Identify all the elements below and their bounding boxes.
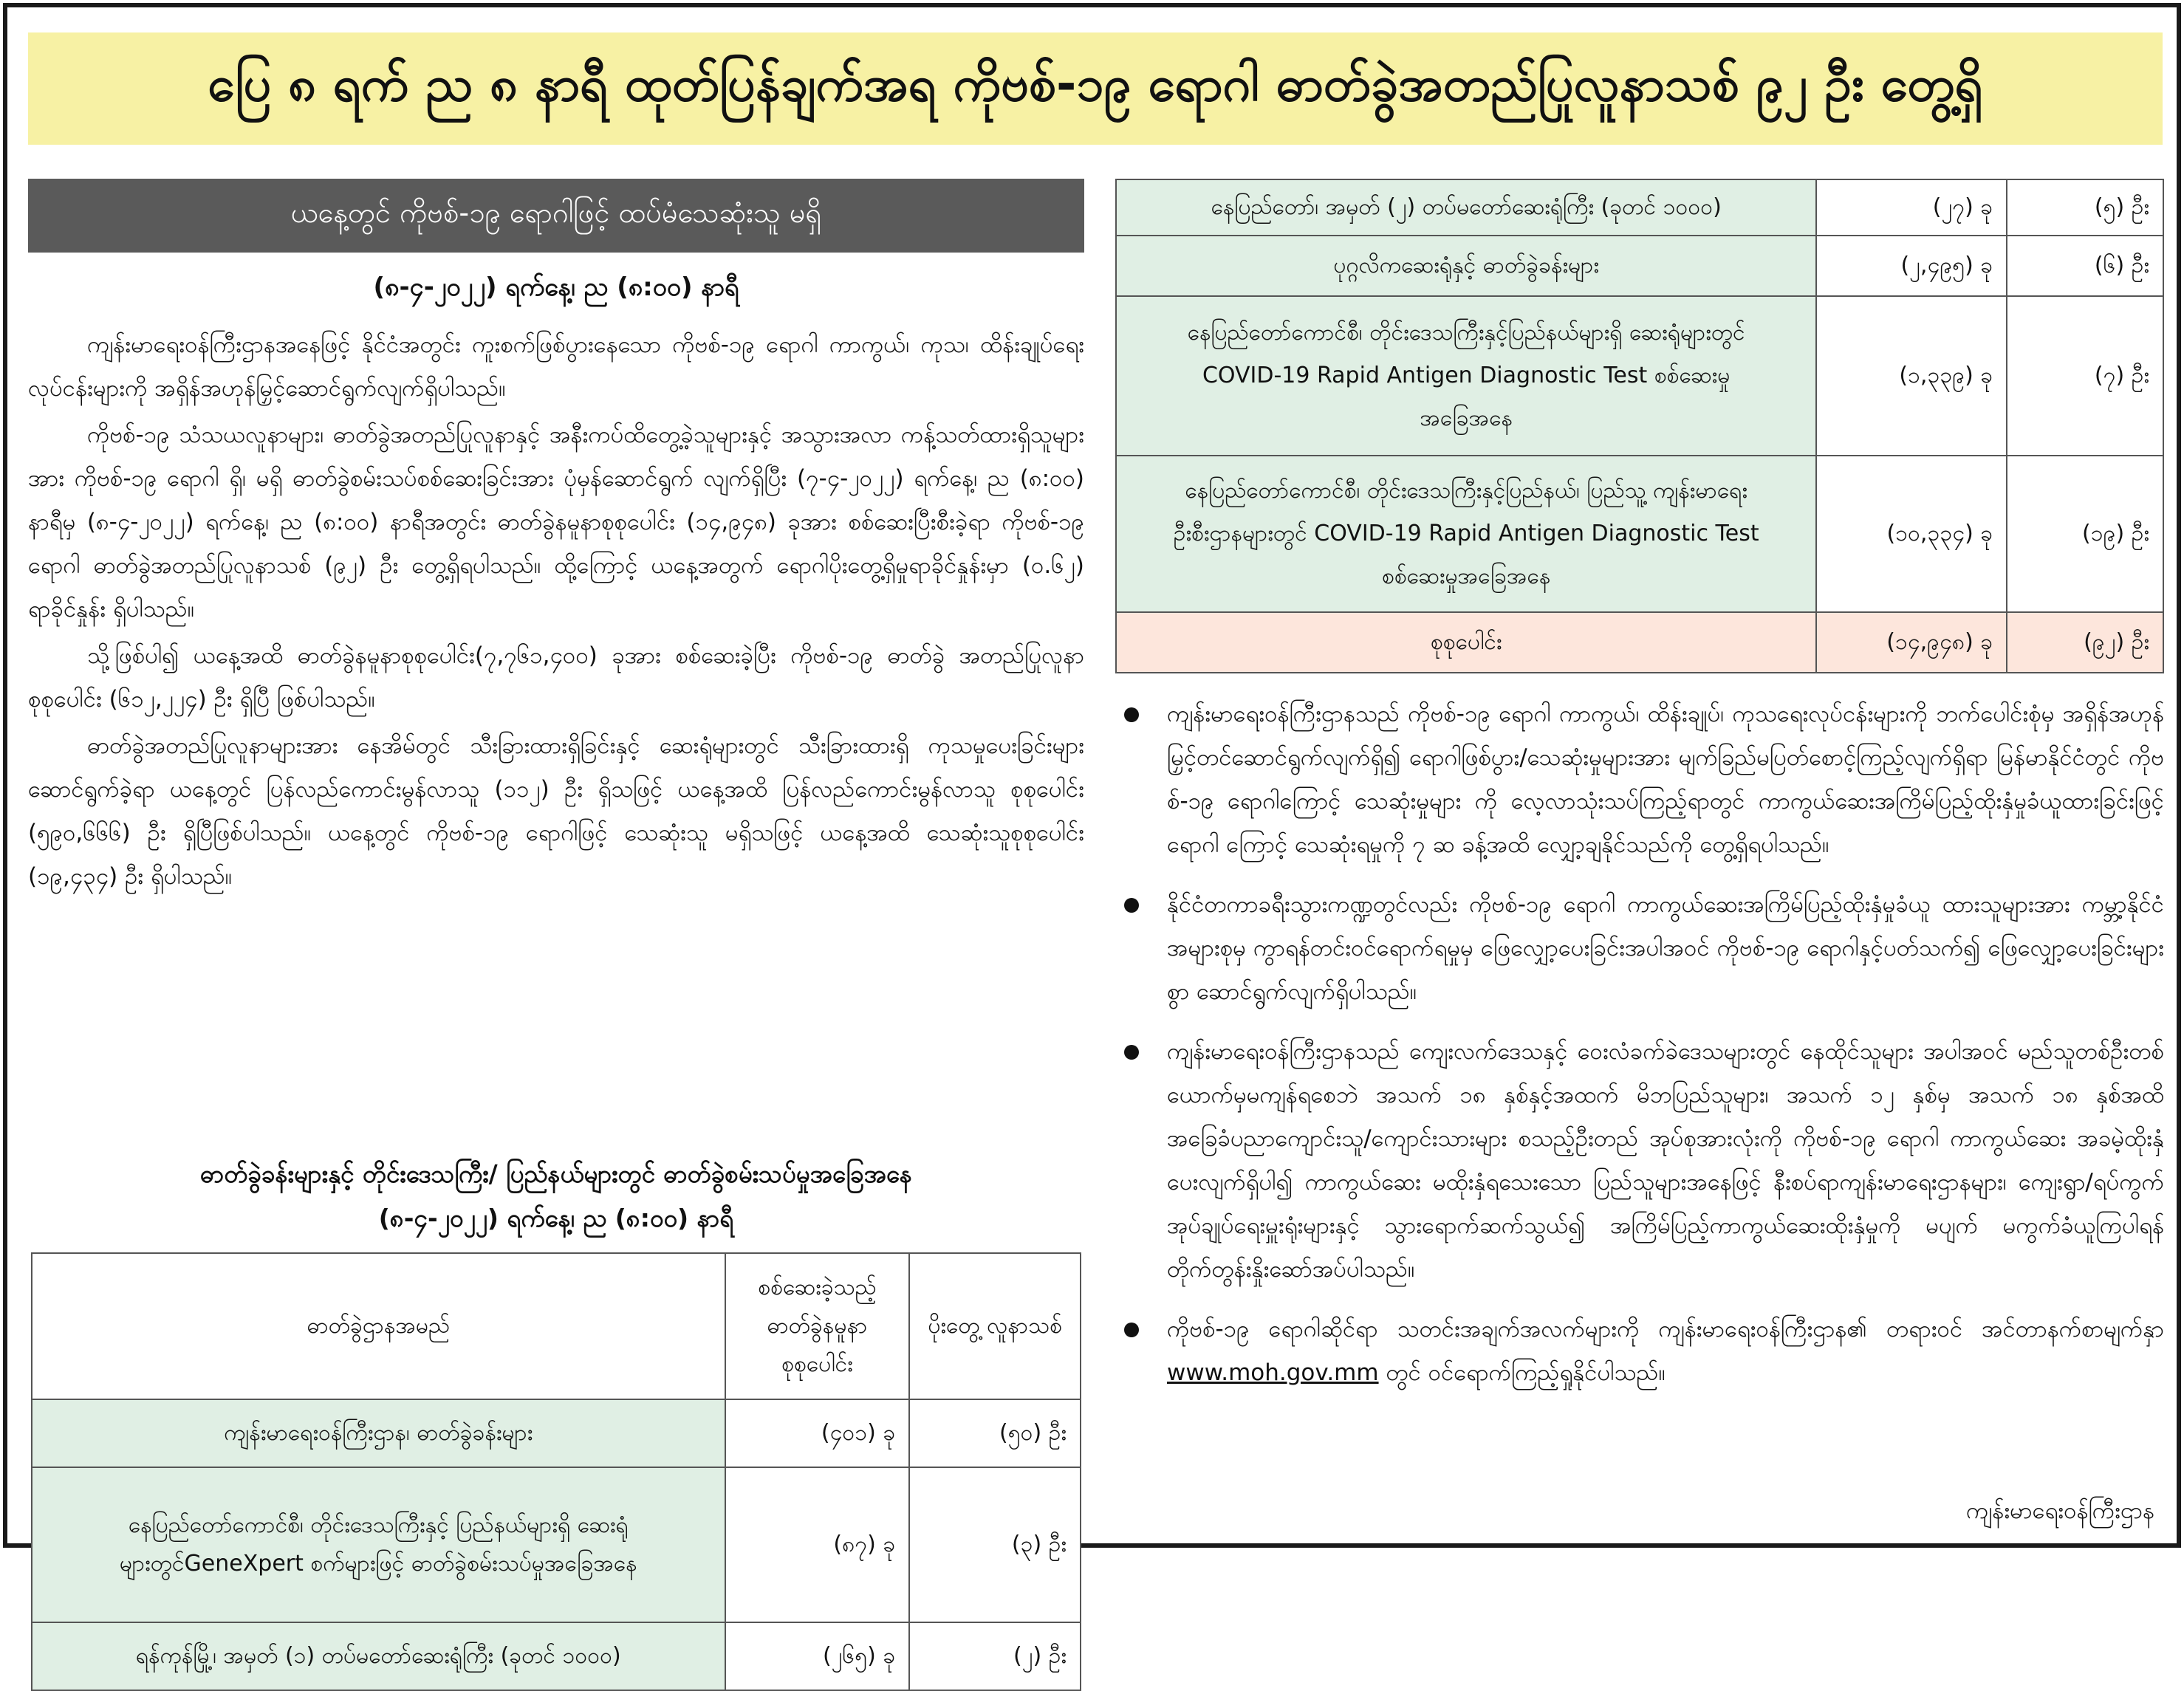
column-header: ပိုးတွေ့ လူနာသစ် — [909, 1253, 1081, 1399]
lab-name: နေပြည်တော်ကောင်စီ၊ တိုင်းဒေသကြီးနှင့်ပြည်နယ်၊ ပြည်သူ့ ကျန်းမာရေးဦးစီးဌာနများတွင် COVID-19 Rapid Antigen Diagnostic Test စစ်ဆေးမှုအခြေအနေ — [1116, 456, 1816, 612]
total-samples: (၁၄,၉၄၈) ခု — [1816, 612, 2007, 673]
bullet-text: ကျန်းမာရေးဝန်ကြီးဌာနသည် ကျေးလက်ဒေသနှင့် ဝေးလံခက်ခဲဒေသများတွင် နေထိုင်သူများ အပါအဝင် မည်သူတစ်ဦးတစ်ယောက်မှမကျန်ရစေဘဲ အသက် ၁၈ နှစ်နှင့်အထက် မိဘပြည်သူများ၊ အသက် ၁၂ နှစ်မှ အသက် ၁၈ နှစ်အထိ အခြေခံပညာကျောင်းသူ/ကျောင်းသားများ စသည့်ဦးတည် အုပ်စုအားလုံးကို ကိုဗစ်-၁၉ ရောဂါ ကာကွယ်ဆေး အခမဲ့ထိုးနှံပေးလျက်ရှိပါ၍ ကာကွယ်ဆေး မထိုးနှံရသေးသော ပြည်သူများအနေဖြင့် နီးစပ်ရာကျန်းမာရေးဌာနများ၊ ကျေးရွာ/ရပ်ကွက် အုပ်ချုပ်ရေးမှူးရုံးများနှင့် သွားရောက်ဆက်သွယ်၍ အကြိမ်ပြည့်ကာကွယ်ဆေးထိုးနှံမှုကို မပျက် မကွက်ခံယူကြပါရန် တိုက်တွန်းနှိုးဆော်အပ်ပါသည်။ — [1167, 1038, 2164, 1283]
total-row — [1116, 612, 2163, 673]
bullet-text: တွင် ဝင်ရောက်ကြည့်ရှုနိုင်ပါသည်။ — [1386, 1359, 1666, 1386]
subheading-text: ယနေ့တွင် ကိုဗစ်-၁၉ ရောဂါဖြင့် ထပ်မံသေဆုံးသူ မရှိ — [290, 196, 822, 229]
subheading-bar — [28, 179, 1084, 253]
bullet-icon — [1124, 1323, 1139, 1337]
lab-table — [31, 1252, 1081, 1691]
total-label: စုစုပေါင်း — [1116, 612, 1816, 673]
table-row — [1116, 179, 2163, 236]
positive-count: (၂) ဦး — [909, 1622, 1081, 1690]
positive-count: (၅၀) ဦး — [909, 1399, 1081, 1467]
headline-banner — [28, 32, 2163, 145]
paragraph: ကျန်းမာရေးဝန်ကြီးဌာနအနေဖြင့် နိုင်ငံအတွင်း ကူးစက်ဖြစ်ပွားနေသော ကိုဗစ်-၁၉ ရောဂါ ကာကွယ်၊ ကုသ၊ ထိန်းချုပ်ရေးလုပ်ငန်းများကို အရှိန်အဟုန်မြှင့်ဆောင်ရွက်လျက်ရှိပါသည်။ — [28, 332, 1084, 402]
lab-name: ပုဂ္ဂလိကဆေးရုံနှင့် ဓာတ်ခွဲခန်းများ — [1116, 236, 1816, 296]
samples-count: (၂၆၅) ခု — [725, 1622, 910, 1690]
bullet-item — [1115, 1308, 2164, 1395]
total-positive: (၉၂) ဦး — [2007, 612, 2163, 673]
positive-count: (၁၉) ဦး — [2007, 456, 2163, 612]
bullet-list — [1115, 693, 2164, 1411]
left-column — [28, 179, 1084, 1669]
table-row — [32, 1399, 1081, 1467]
bullet-text: ကိုဗစ်-၁၉ ရောဂါဆိုင်ရာ သတင်းအချက်အလက်များကို ကျန်းမာရေးဝန်ကြီးဌာန၏ တရားဝင် အင်တာနက်စာမျက်နှာ — [1167, 1316, 2164, 1342]
lab-table-date: (၈-၄-၂၀၂၂) ရက်နေ့၊ ည (၈:၀၀) နာရီ — [378, 1204, 734, 1232]
lab-table-header-row — [32, 1253, 1081, 1399]
bullet-icon — [1124, 1045, 1139, 1060]
bullet-icon — [1124, 898, 1139, 913]
bullet-item — [1115, 1030, 2164, 1292]
signature: ကျန်းမာရေးဝန်ကြီးဌာန — [1966, 1498, 2154, 1524]
lab-name: နေပြည်တော်ကောင်စီ၊ တိုင်းဒေသကြီးနှင့်ပြည်နယ်များရှိ ဆေးရုံများတွင် COVID-19 Rapid Antigen Diagnostic Test စစ်ဆေးမှုအခြေအနေ — [1116, 296, 1816, 456]
samples-count: (၂,၄၉၅) ခု — [1816, 236, 2007, 296]
column-header: ဓာတ်ခွဲဌာနအမည် — [32, 1253, 725, 1399]
bullet-item — [1115, 693, 2164, 867]
headline-text: ပြေ ၈ ရက် ည ၈ နာရီ ထုတ်ပြန်ချက်အရ ကိုဗစ်-၁၉ ရောဂါ ဓာတ်ခွဲအတည်ပြုလူနာသစ် ၉၂ ဦး တွေ့ရှိ — [208, 55, 1983, 112]
table-row — [1116, 296, 2163, 456]
table-row — [1116, 236, 2163, 296]
table-row — [32, 1622, 1081, 1690]
moh-website-link[interactable]: www.moh.gov.mm — [1167, 1359, 1379, 1386]
samples-count: (၁,၃၃၉) ခု — [1816, 296, 2007, 456]
samples-count: (၁၀,၃၃၄) ခု — [1816, 456, 2007, 612]
positive-count: (၇) ဦး — [2007, 296, 2163, 456]
lab-table-title: ဓာတ်ခွဲခန်းများနှင့် တိုင်းဒေသကြီး/ ပြည်နယ်များတွင် ဓာတ်ခွဲစမ်းသပ်မှုအခြေအနေ — [200, 1159, 912, 1188]
column-header: စစ်ဆေးခဲ့သည့် ဓာတ်ခွဲနမူနာ စုစုပေါင်း — [725, 1253, 910, 1399]
bullet-icon — [1124, 707, 1139, 722]
samples-count: (၂၇) ခု — [1816, 179, 2007, 236]
page-frame — [3, 3, 2181, 1669]
body-paragraphs — [28, 323, 1084, 902]
table-row — [1116, 456, 2163, 612]
lab-name: ကျန်းမာရေးဝန်ကြီးဌာန၊ ဓာတ်ခွဲခန်းများ — [32, 1399, 725, 1467]
positive-count: (၅) ဦး — [2007, 179, 2163, 236]
bullet-text: နိုင်ငံတကာခရီးသွားကဏ္ဍတွင်လည်း ကိုဗစ်-၁၉ ရောဂါ ကာကွယ်ဆေးအကြိမ်ပြည့်ထိုးနှံမှုခံယူ ထားသူများအား ကမ္ဘာ့နိုင်ငံအများစုမှ ကွာရန်တင်းဝင်ရောက်ရမှုမှ ဖြေလျှော့ပေးခြင်းအပါအဝင် ကိုဗစ်-၁၉ ရောဂါနှင့်ပတ်သက်၍ ဖြေလျှော့ပေးခြင်းများစွာ ဆောင်ရွက်လျက်ရှိပါသည်။ — [1167, 891, 2164, 1005]
dateline: (၈-၄-၂၀၂၂) ရက်နေ့၊ ည (၈:၀၀) နာရီ — [373, 272, 739, 302]
table-row — [32, 1467, 1081, 1622]
lab-name: နေပြည်တော်ကောင်စီ၊ တိုင်းဒေသကြီးနှင့် ပြည်နယ်များရှိ ဆေးရုံများတွင်GeneXpert စက်များဖြင့် ဓာတ်ခွဲစမ်းသပ်မှုအခြေအနေ — [32, 1467, 725, 1622]
lab-name: နေပြည်တော်၊ အမှတ် (၂) တပ်မတော်ဆေးရုံကြီး (ခုတင် ၁၀၀၀) — [1116, 179, 1816, 236]
positive-count: (၃) ဦး — [909, 1467, 1081, 1622]
samples-count: (၈၇) ခု — [725, 1467, 910, 1622]
paragraph: ကိုဗစ်-၁၉ သံသယလူနာများ၊ ဓာတ်ခွဲအတည်ပြုလူနာနှင့် အနီးကပ်ထိတွေ့ခဲ့သူများနှင့် အသွားအလာ ကန့်သတ်ထားရှိသူများအား ကိုဗစ်-၁၉ ရောဂါ ရှိ၊ မရှိ ဓာတ်ခွဲစမ်းသပ်စစ်ဆေးခြင်းအား ပုံမှန်ဆောင်ရွက် လျက်ရှိပြီး (၇-၄-၂၀၂၂) ရက်နေ့၊ ည (၈:၀၀) နာရီမှ (၈-၄-၂၀၂၂) ရက်နေ့၊ ည (၈:၀၀) နာရီအတွင်း ဓာတ်ခွဲနမူနာစုစုပေါင်း (၁၄,၉၄၈) ခုအား စစ်ဆေးပြီးစီးခဲ့ရာ ကိုဗစ်-၁၉ ရောဂါ ဓာတ်ခွဲအတည်ပြုလူနာသစ် (၉၂) ဦး တွေ့ရှိရပါသည်။ ထို့ကြောင့် ယနေ့အတွက် ရောဂါပိုးတွေ့ရှိမှုရာခိုင်နှုန်းမှာ (၀.၆၂) ရာခိုင်နှုန်း ရှိပါသည်။ — [28, 422, 1084, 622]
lab-table-heading — [28, 1152, 1084, 1241]
lab-name: ရန်ကုန်မြို့၊ အမှတ် (၁) တပ်မတော်ဆေးရုံကြီး (ခုတင် ၁၀၀၀) — [32, 1622, 725, 1690]
paragraph: သို့ဖြစ်ပါ၍ ယနေ့အထိ ဓာတ်ခွဲနမူနာစုစုပေါင်း(၇,၇၆၁,၄၀၀) ခုအား စစ်ဆေးခဲ့ပြီး ကိုဗစ်-၁၉ ဓာတ်ခွဲ အတည်ပြုလူနာ စုစုပေါင်း (၆၁၂,၂၂၄) ဦး ရှိပြီ ဖြစ်ပါသည်။ — [28, 642, 1084, 713]
bullet-item — [1115, 883, 2164, 1014]
rapid-test-table — [1115, 179, 2164, 673]
samples-count: (၄၀၁) ခု — [725, 1399, 910, 1467]
positive-count: (၆) ဦး — [2007, 236, 2163, 296]
paragraph: ဓာတ်ခွဲအတည်ပြုလူနာများအား နေအိမ်တွင် သီးခြားထားရှိခြင်းနှင့် ဆေးရုံများတွင် သီးခြားထားရှိ ကုသမှုပေးခြင်းများ ဆောင်ရွက်ခဲ့ရာ ယနေ့တွင် ပြန်လည်ကောင်းမွန်လာသူ (၁၁၂) ဦး ရှိသဖြင့် ယနေ့အထိ ပြန်လည်ကောင်းမွန်လာသူ စုစုပေါင်း (၅၉၀,၆၆၆) ဦး ရှိပြီဖြစ်ပါသည်။ ယနေ့တွင် ကိုဗစ်-၁၉ ရောဂါဖြင့် သေဆုံးသူ မရှိသဖြင့် ယနေ့အထိ သေဆုံးသူစုစုပေါင်း (၁၉,၄၃၄) ဦး ရှိပါသည်။ — [28, 733, 1084, 890]
bullet-text: ကျန်းမာရေးဝန်ကြီးဌာနသည် ကိုဗစ်-၁၉ ရောဂါ ကာကွယ်၊ ထိန်းချုပ်၊ ကုသရေးလုပ်ငန်းများကို ဘက်ပေါင်းစုံမှ အရှိန်အဟုန်မြှင့်တင်ဆောင်ရွက်လျက်ရှိ၍ ရောဂါဖြစ်ပွား/သေဆုံးမှုများအား မျက်ခြည်မပြတ်စောင့်ကြည့်လျက်ရှိရာ မြန်မာနိုင်ငံတွင် ကိုဗစ်-၁၉ ရောဂါကြောင့် သေဆုံးမှုများ ကို လေ့လာသုံးသပ်ကြည့်ရာတွင် ကာကွယ်ဆေးအကြိမ်ပြည့်ထိုးနှံမှုခံယူထားခြင်းဖြင့် ရောဂါ ကြောင့် သေဆုံးရမှုကို ၇ ဆ ခန့်အထိ လျှော့ချနိုင်သည်ကို တွေ့ရှိရပါသည်။ — [1167, 701, 2164, 858]
